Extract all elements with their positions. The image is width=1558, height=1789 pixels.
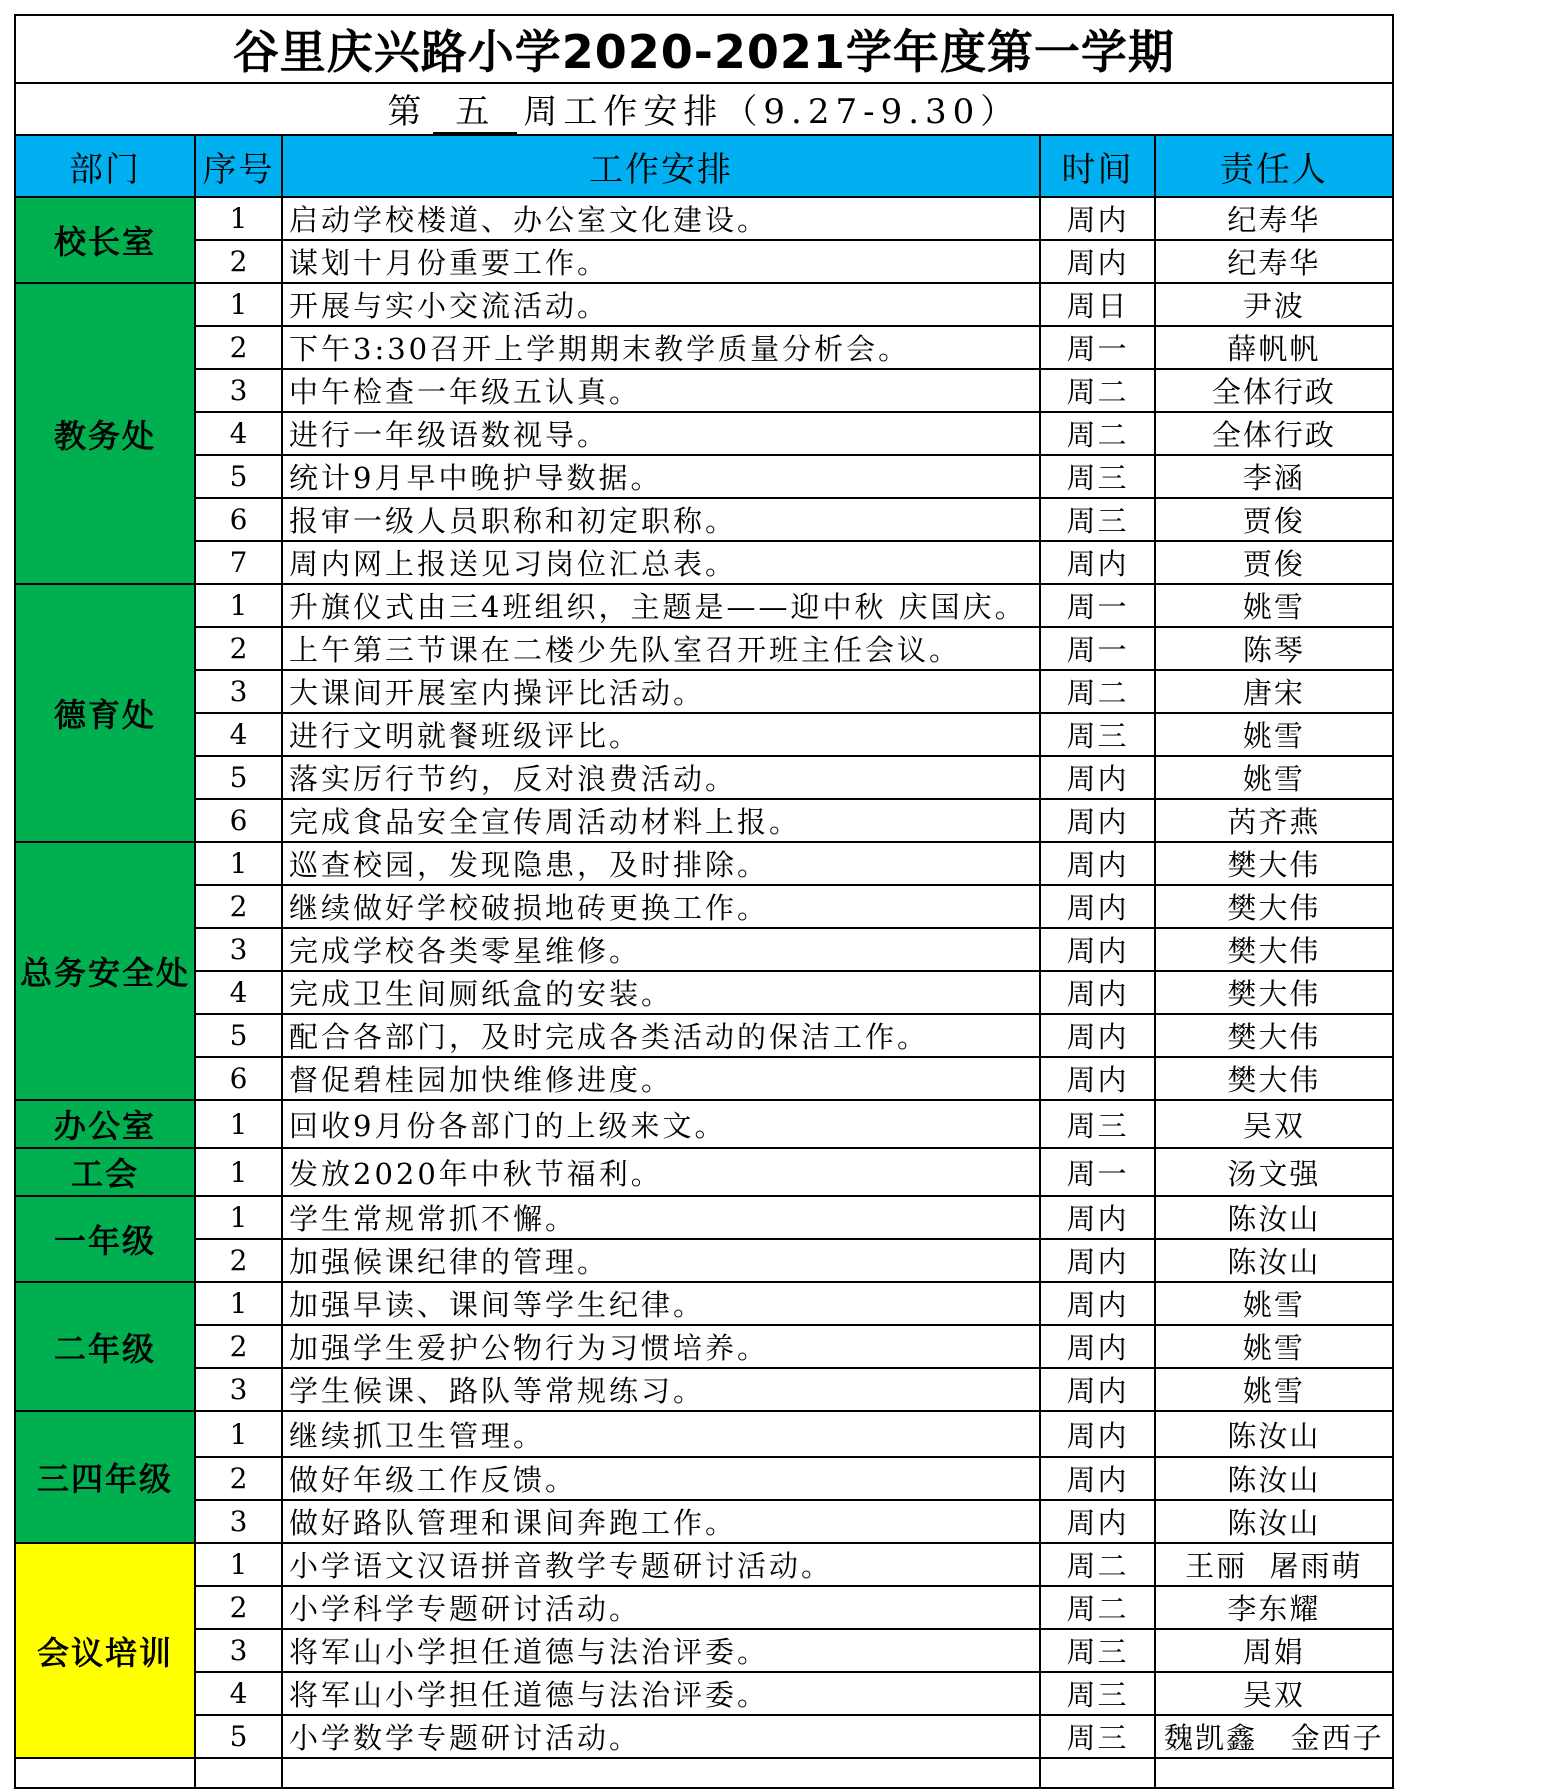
task-text: 中午检查一年级五认真。 <box>282 369 1040 412</box>
task-text: 完成学校各类零星维修。 <box>282 928 1040 971</box>
blank-cell <box>1040 1758 1155 1788</box>
row-number: 5 <box>195 455 282 498</box>
table-row <box>15 1672 1393 1715</box>
department-cell: 总务安全处 <box>15 842 195 1100</box>
owner-cell: 李东耀 <box>1155 1586 1393 1629</box>
department-cell: 教务处 <box>15 283 195 584</box>
table-row <box>15 1500 1393 1543</box>
department-cell: 工会 <box>15 1148 195 1196</box>
table-row <box>15 1368 1393 1411</box>
table-row <box>15 1014 1393 1057</box>
table-row <box>15 1715 1393 1758</box>
owner-cell: 全体行政 <box>1155 412 1393 455</box>
table-row <box>15 1457 1393 1500</box>
time-cell: 周二 <box>1040 1543 1155 1586</box>
time-cell: 周三 <box>1040 1715 1155 1758</box>
row-number: 2 <box>195 1325 282 1368</box>
blank-row <box>15 1758 1393 1788</box>
owner-cell: 贾俊 <box>1155 541 1393 584</box>
row-number: 2 <box>195 885 282 928</box>
owner-cell <box>1155 1543 1393 1586</box>
row-number: 1 <box>195 842 282 885</box>
task-text: 落实厉行节约，反对浪费活动。 <box>282 756 1040 799</box>
table-row <box>15 627 1393 670</box>
time-cell: 周三 <box>1040 1100 1155 1148</box>
owner-cell <box>1155 1715 1393 1758</box>
task-text: 加强学生爱护公物行为习惯培养。 <box>282 1325 1040 1368</box>
task-text: 督促碧桂园加快维修进度。 <box>282 1057 1040 1100</box>
task-text: 加强候课纪律的管理。 <box>282 1239 1040 1282</box>
time-cell: 周内 <box>1040 928 1155 971</box>
time-cell: 周内 <box>1040 1057 1155 1100</box>
table-row <box>15 670 1393 713</box>
owner-cell: 全体行政 <box>1155 369 1393 412</box>
time-cell: 周内 <box>1040 240 1155 283</box>
task-text: 小学数学专题研讨活动。 <box>282 1715 1040 1758</box>
owner-cell: 姚雪 <box>1155 1325 1393 1368</box>
table-row <box>15 842 1393 885</box>
table-row <box>15 756 1393 799</box>
task-text: 学生候课、路队等常规练习。 <box>282 1368 1040 1411</box>
header-num: 序号 <box>195 135 282 197</box>
task-text: 完成卫生间厕纸盒的安装。 <box>282 971 1040 1014</box>
task-text: 配合各部门，及时完成各类活动的保洁工作。 <box>282 1014 1040 1057</box>
time-cell: 周二 <box>1040 412 1155 455</box>
header-task: 工作安排 <box>282 135 1040 197</box>
row-number: 3 <box>195 1500 282 1543</box>
table-row <box>15 455 1393 498</box>
owner-cell: 姚雪 <box>1155 584 1393 627</box>
task-text: 谋划十月份重要工作。 <box>282 240 1040 283</box>
row-number: 6 <box>195 498 282 541</box>
time-cell: 周一 <box>1040 326 1155 369</box>
owner-cell: 汤文强 <box>1155 1148 1393 1196</box>
table-row <box>15 1543 1393 1586</box>
owner-cell: 陈汝山 <box>1155 1411 1393 1457</box>
owner-names: 王丽 屠雨萌 <box>1185 1549 1363 1583</box>
row-number: 1 <box>195 197 282 240</box>
table-row <box>15 885 1393 928</box>
row-number: 3 <box>195 670 282 713</box>
task-text: 将军山小学担任道德与法治评委。 <box>282 1672 1040 1715</box>
row-number: 1 <box>195 1148 282 1196</box>
time-cell: 周内 <box>1040 885 1155 928</box>
table-row <box>15 326 1393 369</box>
table-row <box>15 1148 1393 1196</box>
department-cell: 一年级 <box>15 1196 195 1282</box>
subtitle-suffix: 周工作安排（9.27-9.30） <box>523 92 1021 132</box>
table-row <box>15 1239 1393 1282</box>
row-number: 2 <box>195 1239 282 1282</box>
row-number: 3 <box>195 928 282 971</box>
owner-cell: 李涵 <box>1155 455 1393 498</box>
task-text: 下午3:30召开上学期期末教学质量分析会。 <box>282 326 1040 369</box>
time-cell: 周一 <box>1040 1148 1155 1196</box>
department-cell: 校长室 <box>15 197 195 283</box>
blank-cell <box>15 1758 195 1788</box>
table-row <box>15 1629 1393 1672</box>
table-row <box>15 1586 1393 1629</box>
table-row <box>15 928 1393 971</box>
owner-cell: 姚雪 <box>1155 1282 1393 1325</box>
row-number: 2 <box>195 240 282 283</box>
owner-cell: 姚雪 <box>1155 756 1393 799</box>
task-text: 回收9月份各部门的上级来文。 <box>282 1100 1040 1148</box>
row-number: 1 <box>195 1543 282 1586</box>
task-text: 小学科学专题研讨活动。 <box>282 1586 1040 1629</box>
time-cell: 周三 <box>1040 1672 1155 1715</box>
row-number: 1 <box>195 1282 282 1325</box>
time-cell: 周三 <box>1040 498 1155 541</box>
time-cell: 周三 <box>1040 713 1155 756</box>
time-cell: 周内 <box>1040 541 1155 584</box>
row-number: 6 <box>195 799 282 842</box>
time-cell: 周内 <box>1040 799 1155 842</box>
task-text: 发放2020年中秋节福利。 <box>282 1148 1040 1196</box>
task-text: 升旗仪式由三4班组织，主题是——迎中秋 庆国庆。 <box>282 584 1040 627</box>
week-number: 五 <box>433 92 517 134</box>
table-row <box>15 1057 1393 1100</box>
owner-cell: 樊大伟 <box>1155 1057 1393 1100</box>
table-row <box>15 1196 1393 1239</box>
subtitle-prefix: 第 <box>387 92 428 132</box>
owner-names: 魏凯鑫 金西子 <box>1164 1721 1384 1755</box>
owner-cell: 贾俊 <box>1155 498 1393 541</box>
owner-cell: 吴双 <box>1155 1672 1393 1715</box>
time-cell: 周二 <box>1040 1586 1155 1629</box>
task-text: 将军山小学担任道德与法治评委。 <box>282 1629 1040 1672</box>
table-row <box>15 1282 1393 1325</box>
owner-cell: 纪寿华 <box>1155 197 1393 240</box>
row-number: 4 <box>195 971 282 1014</box>
row-number: 4 <box>195 713 282 756</box>
owner-cell: 樊大伟 <box>1155 928 1393 971</box>
task-text: 巡查校园，发现隐患，及时排除。 <box>282 842 1040 885</box>
row-number: 3 <box>195 1629 282 1672</box>
table-row <box>15 197 1393 240</box>
row-number: 3 <box>195 1368 282 1411</box>
owner-cell: 纪寿华 <box>1155 240 1393 283</box>
task-text: 启动学校楼道、办公室文化建设。 <box>282 197 1040 240</box>
table-row <box>15 584 1393 627</box>
header-dept: 部门 <box>15 135 195 197</box>
header-owner: 责任人 <box>1155 135 1393 197</box>
time-cell: 周内 <box>1040 1196 1155 1239</box>
time-cell: 周内 <box>1040 1325 1155 1368</box>
time-cell: 周二 <box>1040 369 1155 412</box>
row-number: 2 <box>195 1586 282 1629</box>
owner-cell: 周娟 <box>1155 1629 1393 1672</box>
owner-cell: 樊大伟 <box>1155 1014 1393 1057</box>
time-cell: 周一 <box>1040 584 1155 627</box>
department-cell: 二年级 <box>15 1282 195 1411</box>
header-time: 时间 <box>1040 135 1155 197</box>
department-cell: 会议培训 <box>15 1543 195 1758</box>
task-text: 继续做好学校破损地砖更换工作。 <box>282 885 1040 928</box>
owner-cell: 樊大伟 <box>1155 842 1393 885</box>
task-text: 小学语文汉语拼音教学专题研讨活动。 <box>282 1543 1040 1586</box>
row-number: 7 <box>195 541 282 584</box>
task-text: 加强早读、课间等学生纪律。 <box>282 1282 1040 1325</box>
owner-cell: 尹波 <box>1155 283 1393 326</box>
owner-cell: 吴双 <box>1155 1100 1393 1148</box>
time-cell: 周内 <box>1040 1457 1155 1500</box>
task-text: 开展与实小交流活动。 <box>282 283 1040 326</box>
time-cell: 周内 <box>1040 1282 1155 1325</box>
time-cell: 周内 <box>1040 842 1155 885</box>
blank-cell <box>1155 1758 1393 1788</box>
table-row <box>15 799 1393 842</box>
header-row <box>15 135 1393 197</box>
owner-cell: 陈琴 <box>1155 627 1393 670</box>
row-number: 1 <box>195 1196 282 1239</box>
table-row <box>15 412 1393 455</box>
time-cell: 周二 <box>1040 670 1155 713</box>
task-text: 大课间开展室内操评比活动。 <box>282 670 1040 713</box>
schedule-table <box>14 14 1394 1789</box>
owner-cell: 姚雪 <box>1155 1368 1393 1411</box>
row-number: 2 <box>195 326 282 369</box>
row-number: 5 <box>195 756 282 799</box>
row-number: 4 <box>195 412 282 455</box>
row-number: 1 <box>195 283 282 326</box>
owner-cell: 陈汝山 <box>1155 1196 1393 1239</box>
time-cell: 周内 <box>1040 971 1155 1014</box>
time-cell: 周内 <box>1040 756 1155 799</box>
task-text: 报审一级人员职称和初定职称。 <box>282 498 1040 541</box>
task-text: 做好路队管理和课间奔跑工作。 <box>282 1500 1040 1543</box>
task-text: 进行文明就餐班级评比。 <box>282 713 1040 756</box>
row-number: 1 <box>195 1411 282 1457</box>
owner-cell: 樊大伟 <box>1155 971 1393 1014</box>
row-number: 5 <box>195 1715 282 1758</box>
row-number: 3 <box>195 369 282 412</box>
owner-cell: 薛帆帆 <box>1155 326 1393 369</box>
table-row <box>15 369 1393 412</box>
table-row <box>15 1411 1393 1457</box>
task-text: 学生常规常抓不懈。 <box>282 1196 1040 1239</box>
time-cell: 周内 <box>1040 1239 1155 1282</box>
owner-cell: 樊大伟 <box>1155 885 1393 928</box>
time-cell: 周内 <box>1040 197 1155 240</box>
row-number: 2 <box>195 627 282 670</box>
row-number: 1 <box>195 584 282 627</box>
department-cell: 办公室 <box>15 1100 195 1148</box>
page-title: 谷里庆兴路小学2020-2021学年度第一学期 <box>15 15 1393 83</box>
blank-cell <box>195 1758 282 1788</box>
table-row <box>15 1100 1393 1148</box>
time-cell: 周内 <box>1040 1500 1155 1543</box>
row-number: 1 <box>195 1100 282 1148</box>
time-cell: 周内 <box>1040 1411 1155 1457</box>
table-row <box>15 971 1393 1014</box>
owner-cell: 陈汝山 <box>1155 1457 1393 1500</box>
time-cell: 周日 <box>1040 283 1155 326</box>
time-cell: 周三 <box>1040 1629 1155 1672</box>
table-row <box>15 240 1393 283</box>
owner-cell: 陈汝山 <box>1155 1239 1393 1282</box>
time-cell: 周内 <box>1040 1368 1155 1411</box>
table-row <box>15 1325 1393 1368</box>
table-row <box>15 713 1393 756</box>
time-cell: 周三 <box>1040 455 1155 498</box>
time-cell: 周内 <box>1040 1014 1155 1057</box>
owner-cell: 唐宋 <box>1155 670 1393 713</box>
task-text: 完成食品安全宣传周活动材料上报。 <box>282 799 1040 842</box>
blank-cell <box>282 1758 1040 1788</box>
owner-cell: 姚雪 <box>1155 713 1393 756</box>
time-cell: 周一 <box>1040 627 1155 670</box>
owner-cell: 陈汝山 <box>1155 1500 1393 1543</box>
row-number: 2 <box>195 1457 282 1500</box>
table-row <box>15 541 1393 584</box>
task-text: 做好年级工作反馈。 <box>282 1457 1040 1500</box>
task-text: 统计9月早中晚护导数据。 <box>282 455 1040 498</box>
owner-cell: 芮齐燕 <box>1155 799 1393 842</box>
row-number: 6 <box>195 1057 282 1100</box>
department-cell: 德育处 <box>15 584 195 842</box>
department-cell: 三四年级 <box>15 1411 195 1543</box>
task-text: 上午第三节课在二楼少先队室召开班主任会议。 <box>282 627 1040 670</box>
task-text: 进行一年级语数视导。 <box>282 412 1040 455</box>
task-text: 继续抓卫生管理。 <box>282 1411 1040 1457</box>
task-text: 周内网上报送见习岗位汇总表。 <box>282 541 1040 584</box>
row-number: 4 <box>195 1672 282 1715</box>
table-row <box>15 283 1393 326</box>
week-subtitle <box>15 83 1393 135</box>
row-number: 5 <box>195 1014 282 1057</box>
table-row <box>15 498 1393 541</box>
